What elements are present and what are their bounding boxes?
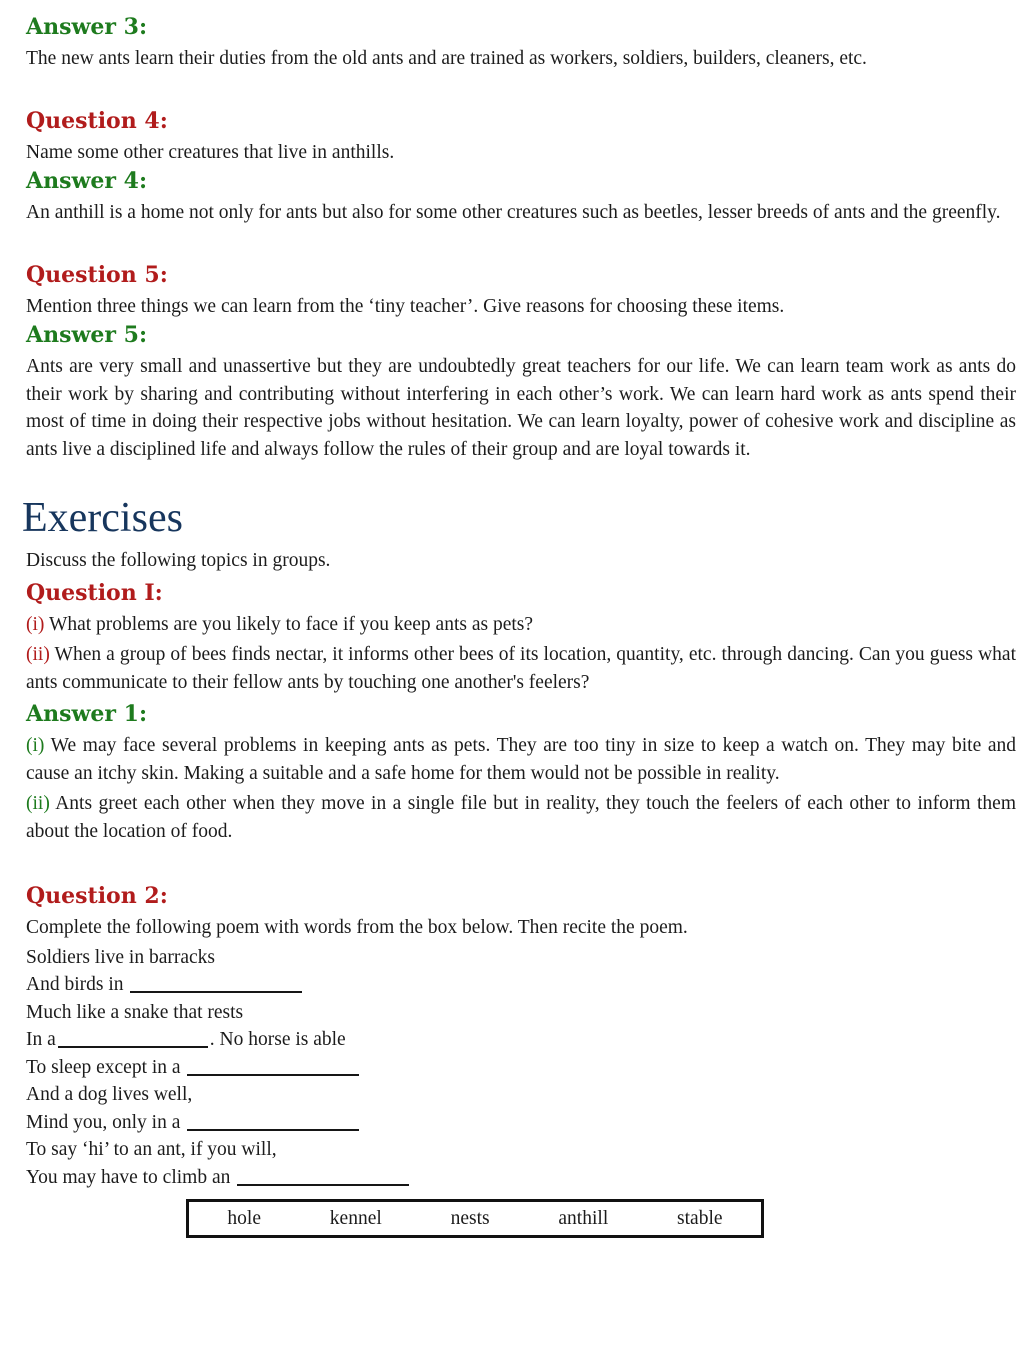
poem-line-4 <box>26 1026 1016 1054</box>
exercise-answer-1-item-i <box>26 732 1016 787</box>
poem-line-1 <box>26 944 1016 972</box>
item-marker-i: (i) <box>26 735 45 756</box>
item-text: What problems are you likely to face if you keep ants as pets? <box>48 613 534 635</box>
exercises-title: Exercises <box>22 495 183 541</box>
question-5-body: Mention three things we can learn from the ‘tiny teacher’. Give reasons for choosing these items. <box>26 295 785 317</box>
poem-text: And a dog lives well, <box>26 1084 193 1105</box>
exercise-question-1-heading: Question I: <box>26 579 163 606</box>
poem-line-3 <box>26 999 1016 1027</box>
blank-line <box>187 1074 359 1076</box>
word-box-item: kennel <box>329 1208 382 1229</box>
blank-line <box>130 991 302 993</box>
exercise-answer-1-heading: Answer 1: <box>26 701 148 727</box>
blank-line <box>187 1129 359 1131</box>
word-box-item: nests <box>450 1208 490 1229</box>
question-5-heading: Question 5: <box>26 261 168 288</box>
poem-line-9 <box>26 1164 1016 1192</box>
poem-text: You may have to climb an <box>26 1166 236 1188</box>
exercise-question-1-item-i <box>26 611 1016 639</box>
poem <box>26 944 1016 1192</box>
poem-text: Mind you, only in a <box>26 1111 186 1133</box>
answer-4-heading: Answer 4: <box>26 168 148 194</box>
answer-5-heading: Answer 5: <box>26 322 148 348</box>
answer-3-heading: Answer 3: <box>26 14 148 40</box>
answer-5-body: Ants are very small and unassertive but they are undoubtedly great teachers for our life. We can learn team work as ants do their work by sharing and contributing without interfering in each other’s work. We can learn hard work as ants spend their most of time in doing their respective jobs without hesitation. We can learn loyalty, power of cohesive work and discipline as ants live a disciplined life and always follow the rules of their group and are loyal towards it. <box>26 356 1016 460</box>
answer-3-body: The new ants learn their duties from the old ants and are trained as workers, soldiers, builders, cleaners, etc. <box>26 48 867 69</box>
item-text: Ants greet each other when they move in a single file but in reality, they touch the feelers of each other to inform them about the location of food. <box>26 793 1016 842</box>
poem-text: To say ‘hi’ to an ant, if you will, <box>26 1139 277 1160</box>
poem-line-5 <box>26 1054 1016 1082</box>
blank-line <box>237 1184 409 1186</box>
poem-line-8 <box>26 1136 1016 1164</box>
exercise-question-2-intro: Complete the following poem with words from the box below. Then recite the poem. <box>26 917 688 938</box>
poem-line-6 <box>26 1081 1016 1109</box>
exercise-question-2-heading: Question 2: <box>26 883 168 909</box>
question-4-body: Name some other creatures that live in anthills. <box>26 141 395 163</box>
item-marker-i: (i) <box>26 613 45 635</box>
item-marker-ii: (ii) <box>26 793 50 814</box>
word-box-item: anthill <box>558 1208 609 1229</box>
item-text: We may face several problems in keeping ants as pets. They are too tiny in size to keep a watch on. They may bite and cause an itchy skin. Making a suitable and a safe home for them would not be possible in reality. <box>26 735 1016 784</box>
poem-text: . No horse is able <box>209 1029 346 1050</box>
item-marker-ii: (ii) <box>26 644 50 665</box>
item-text: When a group of bees finds nectar, it informs other bees of its location, quantity, etc. through dancing. Can you guess what ants communicate to their fellow ants by touching one another's feelers? <box>26 644 1016 693</box>
exercise-answer-1-item-ii <box>26 790 1016 845</box>
word-box-item: stable <box>677 1208 723 1229</box>
poem-text: Much like a snake that rests <box>26 1001 244 1023</box>
blank-line <box>58 1046 208 1048</box>
word-box <box>186 1199 764 1238</box>
poem-line-2 <box>26 971 1016 999</box>
question-4-heading: Question 4: <box>26 107 168 134</box>
poem-text: In a <box>26 1029 56 1050</box>
exercises-intro: Discuss the following topics in groups. <box>26 550 331 571</box>
exercise-question-1-item-ii <box>26 641 1016 696</box>
word-box-item: hole <box>227 1208 261 1229</box>
answer-4-body: An anthill is a home not only for ants but also for some other creatures such as beetles, lesser breeds of ants and the greenfly. <box>26 202 1001 223</box>
poem-text: And birds in <box>26 974 129 995</box>
poem-line-7 <box>26 1109 1016 1137</box>
poem-text: Soldiers live in barracks <box>26 946 215 968</box>
poem-text: To sleep except in a <box>26 1056 186 1078</box>
